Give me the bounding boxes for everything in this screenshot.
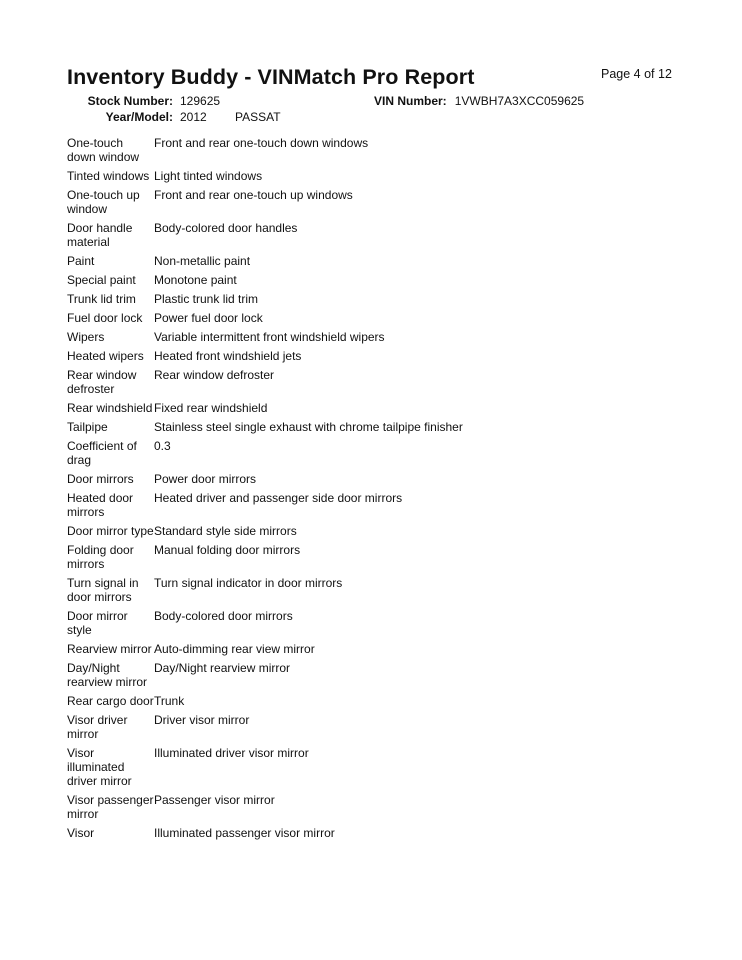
spec-key: Door mirrors	[67, 471, 134, 486]
spec-value: Variable intermittent front windshield wipers	[154, 329, 385, 344]
spec-key: Tinted windows	[67, 168, 150, 183]
spec-row	[67, 469, 687, 488]
spec-value: Illuminated passenger visor mirror	[154, 825, 335, 840]
spec-value: Day/Night rearview mirror	[154, 660, 291, 675]
spec-value: Manual folding door mirrors	[154, 542, 301, 557]
spec-key: Rear window defroster	[67, 367, 137, 396]
page-indicator: Page 4 of 12	[601, 67, 672, 81]
spec-key: Rear windshield	[67, 400, 153, 415]
spec-row	[67, 365, 687, 398]
spec-row	[67, 346, 687, 365]
spec-value: Stainless steel single exhaust with chrome tailpipe finisher	[154, 419, 463, 434]
spec-key: Door handle material	[67, 220, 133, 249]
spec-row	[67, 417, 687, 436]
spec-value: Illuminated driver visor mirror	[154, 745, 309, 760]
spec-row	[67, 488, 687, 521]
spec-key: Folding door mirrors	[67, 542, 134, 571]
spec-key: Rear cargo door	[67, 693, 154, 708]
spec-key: Trunk lid trim	[67, 291, 136, 306]
spec-key: Rearview mirror	[67, 641, 152, 656]
spec-value: Trunk	[154, 693, 185, 708]
spec-value: Rear window defroster	[154, 367, 275, 382]
spec-row	[67, 790, 687, 823]
spec-row	[67, 436, 687, 469]
spec-value: Body-colored door mirrors	[154, 608, 293, 623]
spec-value: Plastic trunk lid trim	[154, 291, 259, 306]
spec-row	[67, 251, 687, 270]
spec-value: Power fuel door lock	[154, 310, 263, 325]
spec-key: Day/Night rearview mirror	[67, 660, 148, 689]
spec-key: Visor	[67, 825, 95, 840]
vin-line	[374, 94, 584, 108]
year-value: 2012	[180, 110, 207, 124]
spec-value: Monotone paint	[154, 272, 237, 287]
spec-key: One-touch down window	[67, 135, 140, 164]
spec-value: Heated front windshield jets	[154, 348, 302, 363]
spec-key: Wipers	[67, 329, 105, 344]
report-title: Inventory Buddy - VINMatch Pro Report	[67, 65, 475, 89]
spec-value: Front and rear one-touch down windows	[154, 135, 369, 150]
spec-row	[67, 166, 687, 185]
spec-row	[67, 658, 687, 691]
spec-value: Front and rear one-touch up windows	[154, 187, 353, 202]
spec-row	[67, 743, 687, 790]
spec-key: One-touch up window	[67, 187, 140, 216]
spec-value: Non-metallic paint	[154, 253, 251, 268]
spec-key: Visor passenger mirror	[67, 792, 154, 821]
spec-key: Door mirror type	[67, 523, 154, 538]
vin-label: VIN Number:	[374, 94, 447, 108]
spec-value: Auto-dimming rear view mirror	[154, 641, 315, 656]
spec-value: Standard style side mirrors	[154, 523, 297, 538]
spec-row	[67, 606, 687, 639]
spec-key: Paint	[67, 253, 95, 268]
spec-value: 0.3	[154, 438, 171, 453]
spec-row	[67, 270, 687, 289]
spec-key: Fuel door lock	[67, 310, 143, 325]
spec-value: Turn signal indicator in door mirrors	[154, 575, 343, 590]
stock-number-line	[67, 94, 220, 108]
spec-row	[67, 691, 687, 710]
spec-row	[67, 308, 687, 327]
vin-value: 1VWBH7A3XCC059625	[454, 94, 585, 108]
spec-row	[67, 710, 687, 743]
spec-row	[67, 218, 687, 251]
model-value: PASSAT	[235, 110, 281, 124]
spec-key: Visor illuminated driver mirror	[67, 745, 132, 788]
spec-key: Heated wipers	[67, 348, 144, 363]
spec-row	[67, 573, 687, 606]
spec-value: Driver visor mirror	[154, 712, 250, 727]
spec-key: Door mirror style	[67, 608, 128, 637]
spec-value: Light tinted windows	[154, 168, 263, 183]
spec-table	[67, 133, 687, 842]
spec-row	[67, 398, 687, 417]
year-model-label: Year/Model:	[105, 110, 173, 124]
spec-row	[67, 289, 687, 308]
spec-value: Power door mirrors	[154, 471, 257, 486]
spec-key: Turn signal in door mirrors	[67, 575, 139, 604]
spec-row	[67, 133, 687, 166]
spec-key: Coefficient of drag	[67, 438, 137, 467]
year-model-line	[67, 110, 281, 124]
spec-row	[67, 185, 687, 218]
spec-key: Tailpipe	[67, 419, 108, 434]
spec-row	[67, 540, 687, 573]
spec-key: Heated door mirrors	[67, 490, 134, 519]
spec-value: Passenger visor mirror	[154, 792, 275, 807]
spec-row	[67, 327, 687, 346]
spec-value: Body-colored door handles	[154, 220, 298, 235]
spec-key: Visor driver mirror	[67, 712, 128, 741]
spec-value: Heated driver and passenger side door mirrors	[154, 490, 403, 505]
spec-row	[67, 639, 687, 658]
stock-number-value: 129625	[180, 94, 221, 108]
spec-row	[67, 521, 687, 540]
spec-row	[67, 823, 687, 842]
spec-key: Special paint	[67, 272, 136, 287]
stock-number-label: Stock Number:	[87, 94, 173, 108]
spec-value: Fixed rear windshield	[154, 400, 268, 415]
